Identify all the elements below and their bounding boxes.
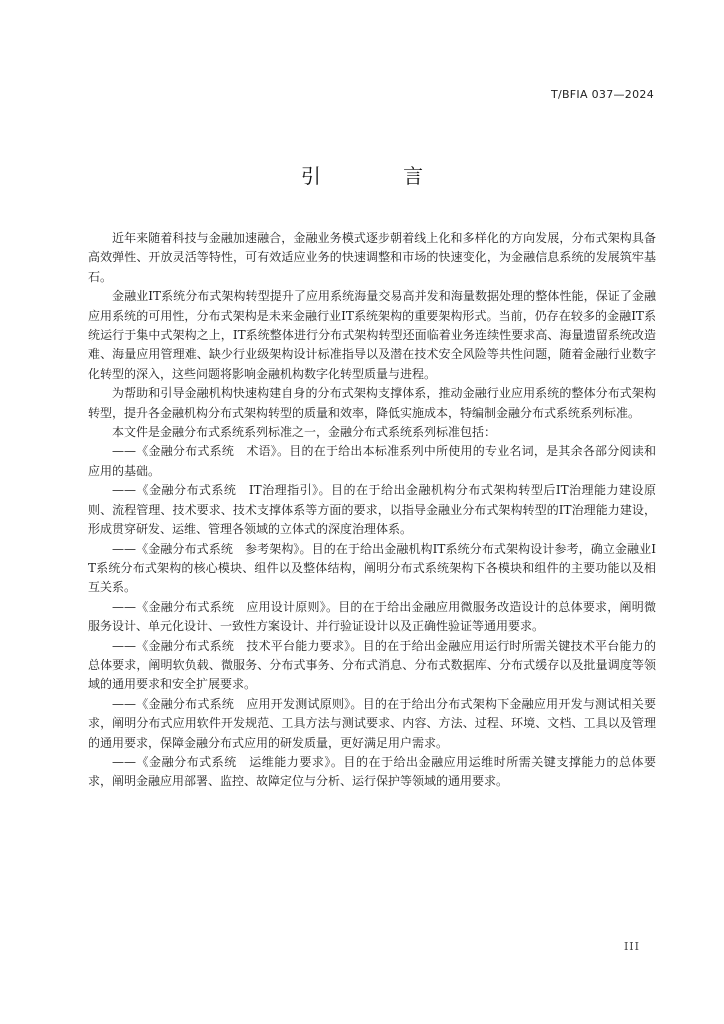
- page-title: 引 言: [300, 164, 462, 188]
- page-number: III: [623, 940, 640, 953]
- list-item: ——《金融分布式系统 参考架构》。目的在于给出金融机构IT系统分布式架构设计参考，确立金融业IT系统分布式架构的核心模块、组件以及整体结构，阐明分布式系统架构下各模块和组件的主要功能以及相互关系。: [88, 541, 656, 595]
- paragraph: 本文件是金融分布式系统系列标准之一，金融分布式系统系列标准包括：: [112, 425, 497, 440]
- list-item: ——《金融分布式系统 应用设计原则》。目的在于给出金融应用微服务改造设计的总体要求，阐明微服务设计、单元化设计、一致性方案设计、并行验证设计以及正确性验证等通用要求。: [88, 599, 656, 634]
- list-item: ——《金融分布式系统 IT治理指引》。目的在于给出金融机构分布式架构转型后IT治理能力建设原则、流程管理、技术要求、技术支撑体系等方面的要求，以指导金融业分布式架构转型的IT治理能力建设，形成贯穿研发、运维、管理各领域的立体式的深度治理体系。: [88, 483, 656, 537]
- list-item: ——《金融分布式系统 术语》。目的在于给出本标准系列中所使用的专业名词，是其余各部分阅读和应用的基础。: [88, 444, 656, 478]
- paragraph: 近年来随着科技与金融加速融合，金融业务模式逐步朝着线上化和多样化的方向发展，分布式架构具备高效弹性、开放灵活等特性，可有效适应业务的快速调整和市场的快速变化，为金融信息系统的发展筑牢基石。: [88, 231, 656, 284]
- paragraph: 金融业IT系统分布式架构转型提升了应用系统海量交易高并发和海量数据处理的整体性能，保证了金融应用系统的可用性，分布式架构是未来金融行业IT系统架构的重要架构形式。当前，仍存在较多的金融IT系统运行于集中式架构之上，IT系统整体进行分布式架构转型还面临着业务连续性要求高、海量遗留系统改造难、海量应用管理难、缺少行业级架构设计标准指导以及潜在技术安全风险等共性问题，随着金融行业数字化转型的深入，这些问题将影响金融机构数字化转型质量与进程。: [88, 289, 656, 381]
- list-item: ——《金融分布式系统 运维能力要求》。目的在于给出金融应用运维时所需关键支撑能力的总体要求，阐明金融应用部署、监控、故障定位与分析、运行保护等领域的通用要求。: [88, 754, 656, 789]
- list-item: ——《金融分布式系统 技术平台能力要求》。目的在于给出金融应用运行时所需关键技术平台能力的总体要求，阐明软负载、微服务、分布式事务、分布式消息、分布式数据库、分布式缓存以及批量调度等领域的通用要求和安全扩展要求。: [88, 638, 656, 692]
- body-content: [88, 229, 656, 792]
- paragraph: 为帮助和引导金融机构快速构建自身的分布式架构支撑体系，推动金融行业应用系统的整体分布式架构转型，提升各金融机构分布式架构转型的质量和效率，降低实施成本，特编制金融分布式系统系列标准。: [88, 386, 656, 420]
- standard-code: T/BFIA 037—2024: [550, 88, 654, 101]
- list-item: ——《金融分布式系统 应用开发测试原则》。目的在于给出分布式架构下金融应用开发与测试相关要求，阐明分布式应用软件开发规范、工具方法与测试要求、内容、方法、过程、环境、文档、工具以及管理的通用要求，保障金融分布式应用的研发质量，更好满足用户需求。: [88, 696, 656, 750]
